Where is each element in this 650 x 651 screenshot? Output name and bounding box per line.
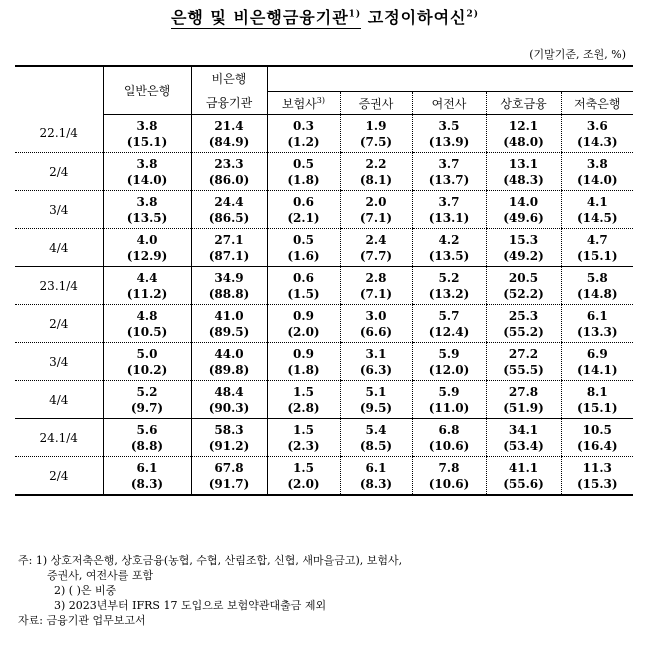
amount-value: 4.4 xyxy=(136,270,158,285)
amount-value: 7.8 xyxy=(438,460,460,475)
value-cell xyxy=(561,115,633,153)
period-cell: 2/4 xyxy=(15,153,103,191)
value-cell xyxy=(561,419,633,457)
table-row xyxy=(15,229,633,267)
share-value: (7.7) xyxy=(359,248,393,263)
amount-value: 58.3 xyxy=(214,422,244,437)
value-cell xyxy=(486,419,561,457)
value-cell xyxy=(412,229,486,267)
table-row xyxy=(15,305,633,343)
share-value: (84.9) xyxy=(208,134,250,149)
value-cell xyxy=(191,153,267,191)
header-securities: 증권사 xyxy=(340,92,412,115)
value-cell xyxy=(486,153,561,191)
share-value: (90.3) xyxy=(208,400,250,415)
header-bank: 일반은행 xyxy=(103,66,191,115)
period-cell: 4/4 xyxy=(15,381,103,419)
amount-value: 5.1 xyxy=(365,384,387,399)
value-cell xyxy=(340,457,412,496)
header-insurance: 보험사$^{3)}$ xyxy=(267,92,340,115)
share-value: (87.1) xyxy=(208,248,250,263)
value-cell xyxy=(412,343,486,381)
share-value: (15.1) xyxy=(576,400,618,415)
value-cell xyxy=(412,267,486,305)
amount-value: 20.5 xyxy=(508,270,539,285)
share-value: (8.3) xyxy=(130,476,164,491)
amount-value: 6.1 xyxy=(365,460,387,475)
value-cell xyxy=(412,457,486,496)
value-cell xyxy=(561,343,633,381)
value-cell xyxy=(103,381,191,419)
value-cell xyxy=(340,419,412,457)
amount-value: 25.3 xyxy=(508,308,539,323)
footnote-2: 2) ( )은 비중 xyxy=(54,584,117,597)
amount-value: 2.4 xyxy=(365,232,387,247)
value-cell xyxy=(561,267,633,305)
value-cell xyxy=(267,343,340,381)
amount-value: 5.9 xyxy=(438,346,460,361)
value-cell xyxy=(103,457,191,496)
amount-value: 3.0 xyxy=(365,308,387,323)
share-value: (13.2) xyxy=(428,286,470,301)
amount-value: 4.2 xyxy=(438,232,460,247)
period-cell: 22.1/4 xyxy=(15,115,103,153)
share-value: (55.2) xyxy=(503,324,544,339)
share-value: (86.0) xyxy=(208,172,250,187)
share-value: (91.7) xyxy=(208,476,250,491)
share-value: (49.2) xyxy=(503,248,544,263)
value-cell xyxy=(267,267,340,305)
share-value: (16.4) xyxy=(576,438,618,453)
amount-value: 6.1 xyxy=(586,308,608,323)
unit-label: (기말기준, 조원, %) xyxy=(529,48,626,61)
share-value: (8.8) xyxy=(130,438,164,453)
footnote-1-cont: 증권사, 여전사를 포함 xyxy=(47,569,154,582)
amount-value: 3.8 xyxy=(586,156,608,171)
table-row xyxy=(15,191,633,229)
share-value: (1.2) xyxy=(287,134,320,149)
share-value: (89.8) xyxy=(208,362,250,377)
value-cell xyxy=(191,229,267,267)
share-value: (9.7) xyxy=(130,400,164,415)
amount-value: 0.3 xyxy=(293,118,314,133)
period-cell: 24.1/4 xyxy=(15,419,103,457)
share-value: (89.5) xyxy=(208,324,250,339)
amount-value: 44.0 xyxy=(214,346,244,361)
amount-value: 1.5 xyxy=(293,422,314,437)
period-cell: 23.1/4 xyxy=(15,267,103,305)
value-cell xyxy=(103,343,191,381)
amount-value: 0.6 xyxy=(293,270,314,285)
share-value: (13.7) xyxy=(428,172,470,187)
share-value: (1.8) xyxy=(287,172,320,187)
share-value: (7.5) xyxy=(359,134,393,149)
share-value: (8.1) xyxy=(359,172,393,187)
period-cell: 2/4 xyxy=(15,305,103,343)
share-value: (48.0) xyxy=(503,134,544,149)
value-cell xyxy=(412,419,486,457)
amount-value: 0.6 xyxy=(293,194,314,209)
share-value: (1.5) xyxy=(287,286,320,301)
value-cell xyxy=(340,305,412,343)
amount-value: 34.9 xyxy=(214,270,244,285)
share-value: (53.4) xyxy=(503,438,544,453)
share-value: (15.1) xyxy=(576,248,618,263)
amount-value: 67.8 xyxy=(214,460,244,475)
amount-value: 1.5 xyxy=(293,384,314,399)
header-period xyxy=(15,66,103,115)
amount-value: 11.3 xyxy=(582,460,612,475)
share-value: (49.6) xyxy=(503,210,544,225)
share-value: (14.5) xyxy=(576,210,618,225)
amount-value: 2.8 xyxy=(365,270,387,285)
period-cell: 2/4 xyxy=(15,457,103,496)
table-body xyxy=(15,115,633,496)
value-cell xyxy=(412,191,486,229)
period-cell: 4/4 xyxy=(15,229,103,267)
table-row xyxy=(15,153,633,191)
share-value: (2.3) xyxy=(287,438,320,453)
share-value: (6.6) xyxy=(359,324,393,339)
amount-value: 41.1 xyxy=(508,460,539,475)
amount-value: 3.7 xyxy=(438,194,460,209)
share-value: (10.6) xyxy=(428,476,470,491)
share-value: (13.1) xyxy=(428,210,470,225)
amount-value: 10.5 xyxy=(582,422,612,437)
amount-value: 4.1 xyxy=(586,194,608,209)
value-cell xyxy=(412,153,486,191)
value-cell xyxy=(561,381,633,419)
share-value: (10.5) xyxy=(126,324,168,339)
value-cell xyxy=(486,191,561,229)
value-cell xyxy=(412,305,486,343)
amount-value: 41.0 xyxy=(214,308,244,323)
amount-value: 1.5 xyxy=(293,460,314,475)
amount-value: 5.0 xyxy=(136,346,158,361)
value-cell xyxy=(103,229,191,267)
share-value: (9.5) xyxy=(359,400,393,415)
title-footnote-1: 1) xyxy=(348,9,362,20)
amount-value: 2.2 xyxy=(365,156,387,171)
share-value: (12.9) xyxy=(126,248,168,263)
share-value: (52.2) xyxy=(503,286,544,301)
share-value: (11.0) xyxy=(428,400,470,415)
table-row xyxy=(15,115,633,153)
share-value: (8.3) xyxy=(359,476,393,491)
share-value: (15.3) xyxy=(576,476,618,491)
table-row xyxy=(15,419,633,457)
footnote-1: 주: 1) 상호저축은행, 상호금융(농협, 수협, 산림조합, 신협, 새마을금고), 보험사, xyxy=(18,554,403,567)
amount-value: 13.1 xyxy=(508,156,539,171)
value-cell xyxy=(103,267,191,305)
amount-value: 4.8 xyxy=(136,308,158,323)
period-cell: 3/4 xyxy=(15,343,103,381)
value-cell xyxy=(412,115,486,153)
value-cell xyxy=(191,381,267,419)
amount-value: 3.8 xyxy=(136,156,158,171)
amount-value: 0.9 xyxy=(293,346,314,361)
amount-value: 5.2 xyxy=(438,270,460,285)
value-cell xyxy=(340,153,412,191)
header-credit: 여전사 xyxy=(412,92,486,115)
npl-table xyxy=(15,65,633,496)
value-cell xyxy=(191,419,267,457)
table-row xyxy=(15,457,633,496)
amount-value: 0.5 xyxy=(293,232,314,247)
footnotes xyxy=(18,553,638,628)
value-cell xyxy=(191,267,267,305)
share-value: (8.5) xyxy=(359,438,393,453)
amount-value: 3.1 xyxy=(365,346,387,361)
value-cell xyxy=(267,305,340,343)
share-value: (13.5) xyxy=(428,248,470,263)
share-value: (13.3) xyxy=(576,324,618,339)
amount-value: 5.9 xyxy=(438,384,460,399)
value-cell xyxy=(103,191,191,229)
value-cell xyxy=(486,457,561,496)
amount-value: 6.8 xyxy=(438,422,460,437)
title-footnote-2: 2) xyxy=(466,9,480,20)
amount-value: 5.4 xyxy=(365,422,387,437)
value-cell xyxy=(486,381,561,419)
value-cell xyxy=(340,229,412,267)
header-savings: 저축은행 xyxy=(561,92,633,115)
share-value: (55.6) xyxy=(503,476,544,491)
amount-value: 3.6 xyxy=(586,118,608,133)
header-mutual: 상호금융 xyxy=(486,92,561,115)
value-cell xyxy=(486,229,561,267)
value-cell xyxy=(561,191,633,229)
share-value: (2.1) xyxy=(287,210,320,225)
amount-value: 1.9 xyxy=(365,118,387,133)
value-cell xyxy=(267,419,340,457)
value-cell xyxy=(561,229,633,267)
header-nonbank xyxy=(191,66,267,92)
amount-value: 27.2 xyxy=(508,346,539,361)
amount-value: 23.3 xyxy=(214,156,244,171)
header-nonbank-line2: 금융기관 xyxy=(191,92,267,115)
share-value: (88.8) xyxy=(208,286,250,301)
amount-value: 21.4 xyxy=(214,118,244,133)
share-value: (14.0) xyxy=(576,172,618,187)
share-value: (1.6) xyxy=(287,248,320,263)
amount-value: 14.0 xyxy=(508,194,539,209)
value-cell xyxy=(267,457,340,496)
value-cell xyxy=(340,267,412,305)
value-cell xyxy=(340,191,412,229)
amount-value: 0.5 xyxy=(293,156,314,171)
share-value: (14.0) xyxy=(126,172,168,187)
value-cell xyxy=(191,115,267,153)
value-cell xyxy=(267,381,340,419)
amount-value: 4.7 xyxy=(586,232,608,247)
amount-value: 34.1 xyxy=(508,422,539,437)
share-value: (48.3) xyxy=(503,172,544,187)
share-value: (14.3) xyxy=(576,134,618,149)
value-cell xyxy=(267,153,340,191)
amount-value: 48.4 xyxy=(214,384,244,399)
amount-value: 12.1 xyxy=(508,118,539,133)
table-row xyxy=(15,381,633,419)
title-sub: 고정이하여신 xyxy=(361,8,467,27)
value-cell xyxy=(191,191,267,229)
share-value: (11.2) xyxy=(126,286,168,301)
amount-value: 0.9 xyxy=(293,308,314,323)
share-value: (15.1) xyxy=(126,134,168,149)
share-value: (2.0) xyxy=(287,324,320,339)
amount-value: 5.8 xyxy=(586,270,608,285)
share-value: (51.9) xyxy=(503,400,544,415)
value-cell xyxy=(486,305,561,343)
amount-value: 4.0 xyxy=(136,232,158,247)
share-value: (12.4) xyxy=(428,324,470,339)
value-cell xyxy=(486,115,561,153)
share-value: (13.5) xyxy=(126,210,168,225)
value-cell xyxy=(191,457,267,496)
share-value: (7.1) xyxy=(359,286,393,301)
value-cell xyxy=(103,419,191,457)
value-cell xyxy=(340,343,412,381)
share-value: (14.1) xyxy=(576,362,618,377)
share-value: (55.5) xyxy=(503,362,544,377)
value-cell xyxy=(561,457,633,496)
share-value: (2.0) xyxy=(287,476,320,491)
amount-value: 15.3 xyxy=(508,232,539,247)
value-cell xyxy=(340,381,412,419)
amount-value: 5.2 xyxy=(136,384,158,399)
value-cell xyxy=(486,343,561,381)
amount-value: 5.6 xyxy=(136,422,158,437)
amount-value: 3.8 xyxy=(136,194,158,209)
amount-value: 3.8 xyxy=(136,118,158,133)
amount-value: 3.7 xyxy=(438,156,460,171)
amount-value: 2.0 xyxy=(365,194,387,209)
share-value: (2.8) xyxy=(287,400,320,415)
footnote-3: 3) 2023년부터 IFRS 17 도입으로 보험약관대출금 제외 xyxy=(54,599,327,612)
value-cell xyxy=(412,381,486,419)
value-cell xyxy=(191,305,267,343)
share-value: (6.3) xyxy=(359,362,393,377)
share-value: (12.0) xyxy=(428,362,470,377)
value-cell xyxy=(267,191,340,229)
amount-value: 27.1 xyxy=(214,232,244,247)
amount-value: 6.1 xyxy=(136,460,158,475)
table-title xyxy=(0,5,650,28)
value-cell xyxy=(267,229,340,267)
value-cell xyxy=(103,115,191,153)
value-cell xyxy=(267,115,340,153)
share-value: (10.2) xyxy=(126,362,168,377)
value-cell xyxy=(340,115,412,153)
share-value: (13.9) xyxy=(428,134,470,149)
share-value: (91.2) xyxy=(208,438,250,453)
amount-value: 24.4 xyxy=(214,194,244,209)
share-value: (14.8) xyxy=(576,286,618,301)
share-value: (10.6) xyxy=(428,438,470,453)
title-main: 은행 및 비은행금융기관 xyxy=(170,8,349,27)
amount-value: 6.9 xyxy=(586,346,608,361)
share-value: (1.8) xyxy=(287,362,320,377)
value-cell xyxy=(103,153,191,191)
value-cell xyxy=(191,343,267,381)
period-cell: 3/4 xyxy=(15,191,103,229)
table-row xyxy=(15,343,633,381)
amount-value: 27.8 xyxy=(508,384,539,399)
share-value: (86.5) xyxy=(208,210,250,225)
value-cell xyxy=(561,305,633,343)
table-row xyxy=(15,267,633,305)
source-note: 자료: 금융기관 업무보고서 xyxy=(18,614,146,627)
value-cell xyxy=(561,153,633,191)
amount-value: 3.5 xyxy=(438,118,460,133)
amount-value: 5.7 xyxy=(438,308,460,323)
value-cell xyxy=(103,305,191,343)
value-cell xyxy=(486,267,561,305)
share-value: (7.1) xyxy=(359,210,393,225)
header-nonbank-line1: 비은행 xyxy=(211,71,247,86)
amount-value: 8.1 xyxy=(586,384,608,399)
